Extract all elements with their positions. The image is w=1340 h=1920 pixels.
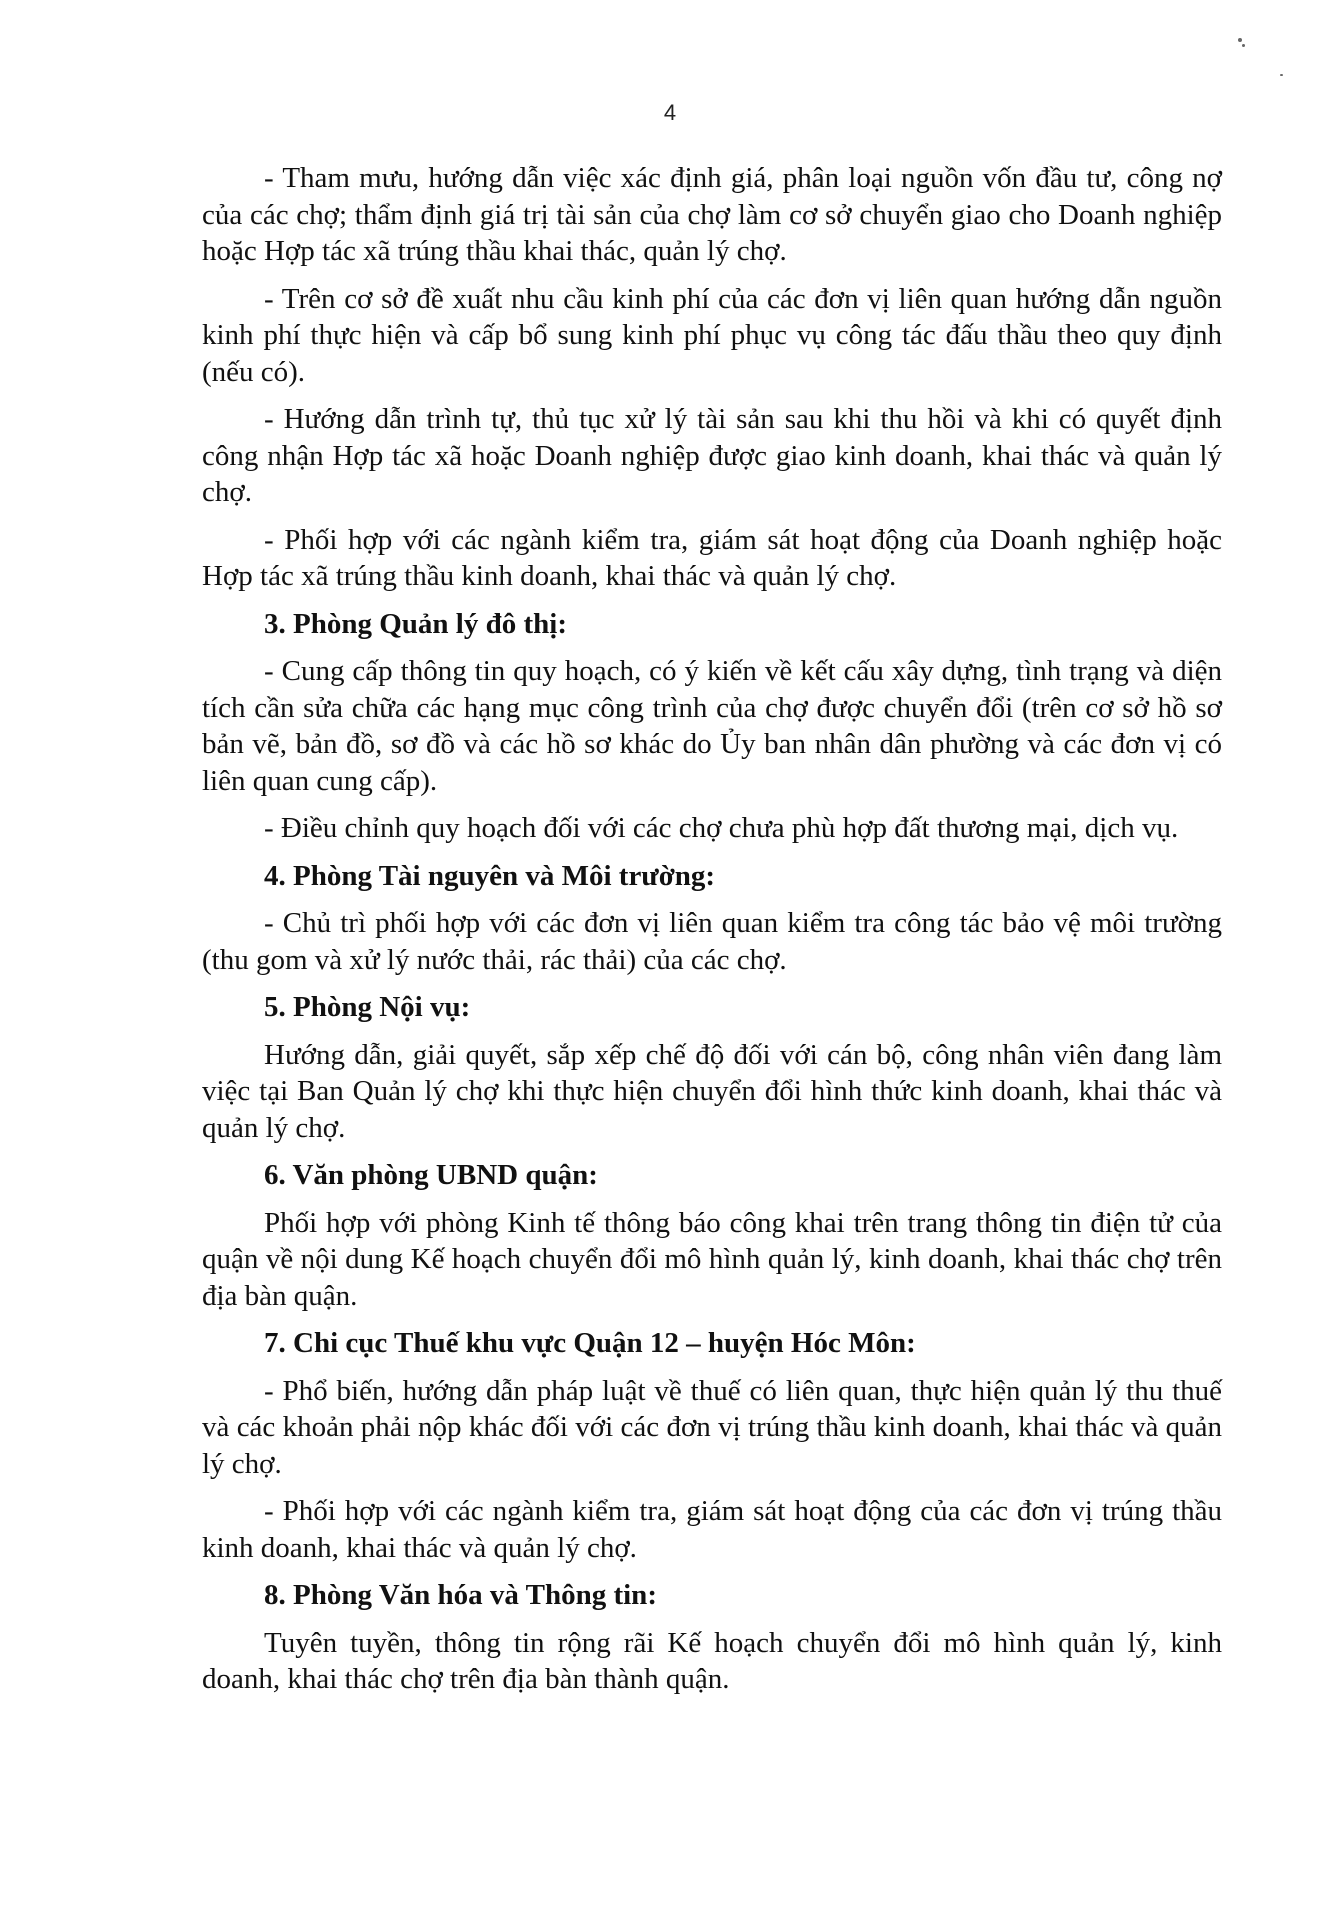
document-body [202,160,1222,1709]
paragraph: - Trên cơ sở đề xuất nhu cầu kinh phí của các đơn vị liên quan hướng dẫn nguồn kinh phí thực hiện và cấp bổ sung kinh phí phục vụ công tác đấu thầu theo quy định (nếu có). [202,282,1222,388]
paragraph: - Hướng dẫn trình tự, thủ tục xử lý tài sản sau khi thu hồi và khi có quyết định công nhận Hợp tác xã hoặc Doanh nghiệp được giao kinh doanh, khai thác và quản lý chợ. [202,403,1222,508]
section-heading: 4. Phòng Tài nguyên và Môi trường: [264,859,716,892]
scan-speck [1238,38,1242,42]
section-heading: 6. Văn phòng UBND quận: [264,1159,598,1191]
paragraph: - Cung cấp thông tin quy hoạch, có ý kiến về kết cấu xây dựng, tình trạng và diện tích cần sửa chữa các hạng mục công trình của chợ được chuyển đổi (trên cơ sở hồ sơ bản vẽ, bản đồ, sơ đồ và các hồ sơ khác do Ủy ban nhân dân phường và các đơn vị có liên quan cung cấp). [202,655,1222,797]
paragraph: - Điều chỉnh quy hoạch đối với các chợ chưa phù hợp đất thương mại, dịch vụ. [264,812,1179,844]
section-heading: 3. Phòng Quản lý đô thị: [264,607,567,640]
paragraph: - Phối hợp với các ngành kiểm tra, giám sát hoạt động của Doanh nghiệp hoặc Hợp tác xã trúng thầu kinh doanh, khai thác và quản lý chợ. [202,523,1222,592]
paragraph: Phối hợp với phòng Kinh tế thông báo công khai trên trang thông tin điện tử của quận về nội dung Kế hoạch chuyển đổi mô hình quản lý, kinh doanh, khai thác chợ trên địa bàn quận. [202,1206,1222,1312]
paragraph: Tuyên tuyền, thông tin rộng rãi Kế hoạch chuyển đổi mô hình quản lý, kinh doanh, khai thác chợ trên địa bàn thành quận. [202,1626,1222,1695]
paragraph: - Tham mưu, hướng dẫn việc xác định giá, phân loại nguồn vốn đầu tư, công nợ của các chợ; thẩm định giá trị tài sản của chợ làm cơ sở chuyển giao cho Doanh nghiệp hoặc Hợp tác xã trúng thầu khai thác, quản lý chợ. [202,162,1222,267]
paragraph: Hướng dẫn, giải quyết, sắp xếp chế độ đối với cán bộ, công nhân viên đang làm việc tại Ban Quản lý chợ khi thực hiện chuyển đổi hình thức kinh doanh, khai thác và quản lý chợ. [202,1038,1222,1144]
section-heading: 7. Chi cục Thuế khu vực Quận 12 – huyện Hóc Môn: [264,1327,916,1359]
scan-speck [1242,44,1245,47]
section-heading: 5. Phòng Nội vụ: [264,991,471,1023]
section-heading: 8. Phòng Văn hóa và Thông tin: [264,1579,657,1611]
paragraph: - Phổ biến, hướng dẫn pháp luật về thuế có liên quan, thực hiện quản lý thu thuế và các khoản phải nộp khác đối với các đơn vị trúng thầu kinh doanh, khai thác và quản lý chợ. [202,1374,1222,1480]
scan-speck [1280,74,1283,76]
page-number: 4 [663,100,677,125]
paragraph: - Phối hợp với các ngành kiểm tra, giám sát hoạt động của các đơn vị trúng thầu kinh doanh, khai thác và quản lý chợ. [202,1495,1222,1564]
paragraph: - Chủ trì phối hợp với các đơn vị liên quan kiểm tra công tác bảo vệ môi trường (thu gom và xử lý nước thải, rác thải) của các chợ. [202,907,1222,976]
